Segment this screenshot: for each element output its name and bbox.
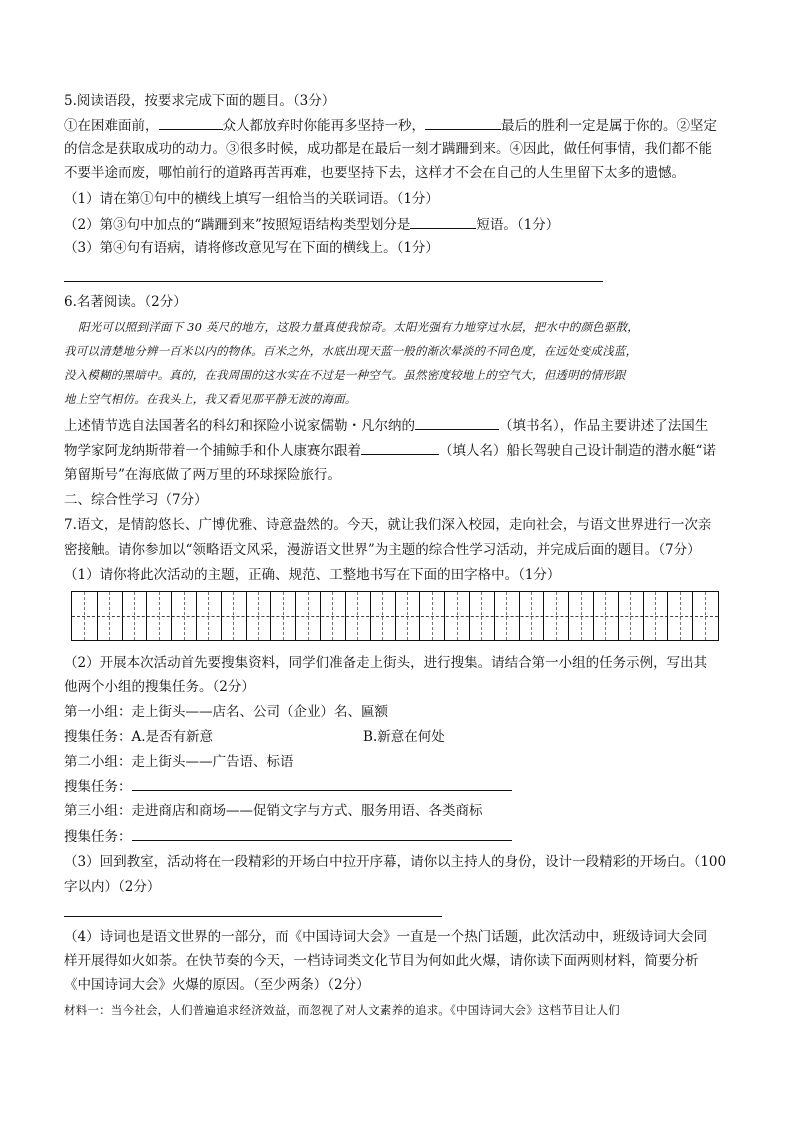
q6-quote-line1: 阳光可以照到洋面下 30 英尺的地方，这股力量真使我惊奇。太阳光强有力地穿过水层，把水中的颜色驱散，: [78, 320, 639, 334]
grid-cell-midline: [357, 592, 358, 640]
q5-passage-line1: [64, 116, 717, 135]
grid-cell-divider: [97, 592, 98, 640]
q7-group1-task-b: B.新意在何处: [363, 729, 445, 745]
q5-sub2-text-a: （2）第③句中加点的“蹒跚到来”按照短语结构类型划分是: [64, 217, 411, 233]
q5-sub2-text-b: 短语。（1分）: [476, 217, 560, 233]
q5-blank-1[interactable]: [159, 116, 223, 130]
grid-cell-midline: [208, 592, 209, 640]
grid-cell-divider: [295, 592, 296, 640]
q6-blank-book[interactable]: [415, 416, 499, 430]
grid-cell-midline: [481, 592, 482, 640]
q7-material1: 材料一：当今社会，人们普遍追求经济效益，而忽视了对人文素养的追求。《中国诗词大会》这档节目让人们: [64, 1003, 620, 1017]
grid-cell-divider: [196, 592, 197, 640]
grid-cell-midline: [680, 592, 681, 640]
q7-sub1: （1）请你将此次活动的主题，正确、规范、工整地书写在下面的田字格中。（1分）: [64, 567, 561, 583]
q7-group3-task-blank[interactable]: [132, 827, 512, 841]
q5-passage-text-c: 最后的胜利一定是属于你的。②坚定: [501, 118, 717, 134]
grid-cell-midline: [432, 592, 433, 640]
grid-cell-midline: [159, 592, 160, 640]
grid-cell-midline: [109, 592, 110, 640]
q6-quote-line3: 没入模糊的黑暗中。真的，在我周围的这水实在不过是一种空气。虽然密度较地上的空气大，但透明的情形跟: [64, 368, 626, 382]
q7-intro-line1: 7.语文，是情韵悠长、广博优雅、诗意盎然的。今天，就让我们深入校园，走向社会，与语文世界进行一次亲: [64, 517, 712, 533]
q5-passage-line3: 不要半途而废，哪怕前行的道路再苦再难，也要坚持下去，这样才不会在自己的人生里留下太多的遗憾。: [64, 165, 685, 181]
q6-para-text-c: 物学家阿龙纳斯带着一个捕鲸手和仆人康赛尔跟着: [64, 443, 361, 459]
q7-sub2-line2: 他两个小组的搜集任务。（2分）: [64, 679, 255, 695]
grid-cell-midline: [581, 592, 582, 640]
q6-blank-captain[interactable]: [361, 441, 439, 455]
grid-cell-divider: [320, 592, 321, 640]
grid-cell-divider: [345, 592, 346, 640]
q5-sub2: [64, 215, 559, 234]
grid-cell-divider: [667, 592, 668, 640]
q7-group2-task-blank[interactable]: [132, 777, 512, 791]
grid-cell-divider: [370, 592, 371, 640]
grid-cell-divider: [395, 592, 396, 640]
q7-sub3-line2: 字以内）（2分）: [64, 879, 161, 895]
q6-para-text-a: 上述情节选自法国著名的科幻和探险小说家儒勒・凡尔纳的: [64, 418, 415, 434]
grid-cell-divider: [270, 592, 271, 640]
q5-passage-text-a: ①在困难面前，: [64, 118, 159, 134]
q7-group2-task: [64, 777, 512, 796]
q6-para-text-b: （填书名），作品主要讲述了法国生: [499, 418, 709, 434]
grid-cell-midline: [605, 592, 606, 640]
q7-sub4-line2: 样开展得如火如荼。在快节奏的今天，一档诗词类文化节目为何如此火爆，请你读下面两则材料，简要分析: [64, 953, 699, 969]
grid-cell-midline: [308, 592, 309, 640]
q7-group3: 第三小组：走进商店和商场——促销文字与方式、服务用语、各类商标: [64, 803, 483, 819]
q7-sub4-line1: （4）诗词也是语文世界的一部分，而《中国诗词大会》一直是一个热门话题，此次活动中，班级诗词大会同: [64, 929, 708, 945]
section-2-heading: 二、综合性学习（7分）: [64, 492, 208, 508]
grid-cell-divider: [146, 592, 147, 640]
grid-cell-divider: [246, 592, 247, 640]
q5-answer-line[interactable]: [64, 281, 603, 282]
grid-cell-midline: [705, 592, 706, 640]
grid-cell-midline: [382, 592, 383, 640]
grid-cell-divider: [519, 592, 520, 640]
grid-cell-divider: [568, 592, 569, 640]
q7-group3-task: [64, 827, 512, 846]
q7-sub3-line1: （3）回到教室，活动将在一段精彩的开场白中拉开序幕，请你以主持人的身份，设计一段精彩的开场白。（100: [64, 854, 727, 870]
grid-cell-divider: [494, 592, 495, 640]
q7-sub2-line1: （2）开展本次活动首先要搜集资料，同学们准备走上街头，进行搜集。请结合第一小组的任务示例，写出其: [64, 655, 708, 671]
grid-cell-divider: [171, 592, 172, 640]
q5-sub3: （3）第④句有语病，请将修改意见写在下面的横线上。（1分）: [64, 240, 439, 256]
q5-sub2-blank[interactable]: [410, 215, 476, 229]
q7-group1-task-a: A.是否有新意: [131, 729, 214, 745]
grid-cell-midline: [531, 592, 532, 640]
q6-para-line2: [64, 441, 716, 460]
grid-cell-midline: [506, 592, 507, 640]
grid-cell-midline: [457, 592, 458, 640]
grid-cell-midline: [233, 592, 234, 640]
q6-quote-line2: 我可以清楚地分辨一百米以内的物体。百米之外，水底出现天蓝一般的渐次晕淡的不同色度，在远处变成浅蓝，: [64, 344, 638, 358]
grid-cell-divider: [469, 592, 470, 640]
tianzige-grid[interactable]: [71, 591, 719, 641]
grid-cell-divider: [618, 592, 619, 640]
q6-para-text-d: （填人名）船长驾驶自己设计制造的潜水艇“诺: [439, 443, 716, 459]
q7-group1-task: [64, 728, 445, 746]
grid-cell-midline: [407, 592, 408, 640]
grid-cell-midline: [84, 592, 85, 640]
grid-cell-midline: [655, 592, 656, 640]
grid-cell-divider: [692, 592, 693, 640]
q7-group1-task-label: 搜集任务：: [64, 729, 132, 745]
grid-cell-divider: [543, 592, 544, 640]
grid-cell-midline: [332, 592, 333, 640]
q5-passage-text-b: 众人都放弃时你能再多坚持一秒，: [222, 118, 425, 134]
grid-cell-midline: [134, 592, 135, 640]
grid-cell-divider: [122, 592, 123, 640]
grid-cell-divider: [444, 592, 445, 640]
grid-cell-midline: [283, 592, 284, 640]
q7-sub4-line3: 《中国诗词大会》火爆的原因。（至少两条）（2分）: [64, 977, 370, 993]
grid-cell-midline: [556, 592, 557, 640]
q5-title: 5.阅读语段，按要求完成下面的题目。（3分）: [64, 93, 336, 109]
q7-group3-task-label: 搜集任务：: [64, 829, 132, 845]
q5-sub1: （1）请在第①句中的横线上填写一组恰当的关联词语。（1分）: [64, 191, 439, 207]
q7-group1: 第一小组：走上街头——店名、公司（企业）名、匾额: [64, 704, 388, 720]
q6-para-line3: 第留斯号”在海底做了两万里的环球探险旅行。: [64, 467, 341, 483]
q7-intro-line2: 密接触。请你参加以“领略语文风采，漫游语文世界”为主题的综合性学习活动，并完成后面的题目。（7分）: [64, 542, 701, 558]
q6-para-line1: [64, 416, 708, 435]
q6-quote-line4: 地上空气相仿。在我头上，我又看见那平静无波的海面。: [64, 392, 357, 406]
q5-passage-line2: 的信念是获取成功的动力。③很多时候，成功都是在最后一刻才蹒跚到来。④因此，做任何事情，我们都不能: [64, 141, 712, 157]
grid-cell-midline: [184, 592, 185, 640]
grid-cell-divider: [221, 592, 222, 640]
grid-cell-midline: [258, 592, 259, 640]
q7-group2-task-label: 搜集任务：: [64, 779, 132, 795]
grid-cell-midline: [630, 592, 631, 640]
grid-cell-divider: [593, 592, 594, 640]
q6-title: 6.名著阅读。（2分）: [64, 294, 187, 310]
q5-blank-2[interactable]: [425, 116, 501, 130]
grid-cell-divider: [419, 592, 420, 640]
grid-cell-divider: [643, 592, 644, 640]
q7-sub3-answer-line[interactable]: [64, 916, 442, 917]
q7-group2: 第二小组：走上街头——广告语、标语: [64, 754, 294, 770]
